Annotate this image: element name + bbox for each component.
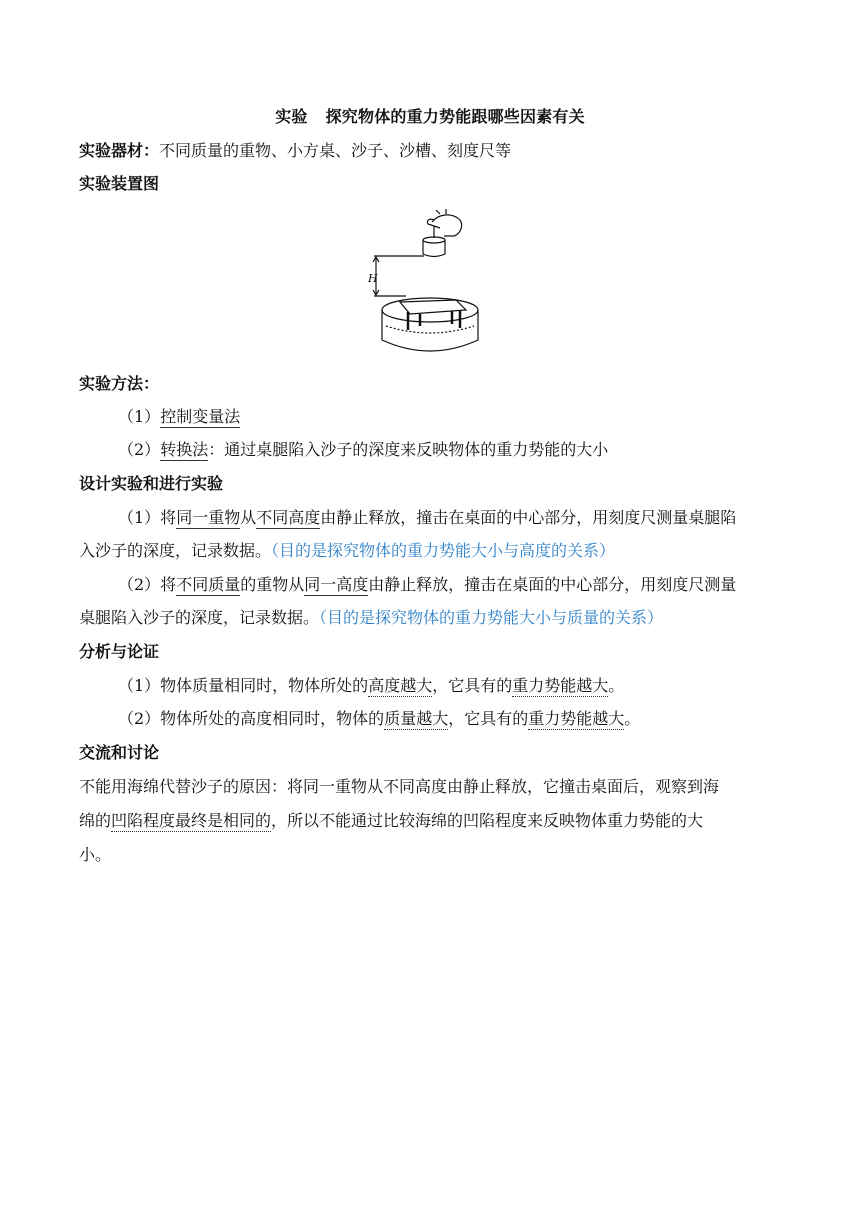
method-item-2-term: 转换法	[160, 440, 209, 459]
title-part2: 探究物体的重力势能跟哪些因素有关	[325, 107, 585, 126]
discussion-line-2-b: ，所以不能通过比较海绵的凹陷程度来反映物体重力势能的大	[271, 811, 704, 830]
materials-label: 实验器材：	[79, 141, 160, 160]
analysis-conclusion-1	[118, 674, 624, 698]
design-p1-line2	[79, 539, 615, 563]
discussion-heading: 交流和讨论	[79, 743, 160, 762]
design-p2-c: 由静止释放，撞击在桌面的中心部分，用刻度尺测量	[368, 575, 737, 594]
materials-line	[79, 139, 511, 163]
analysis-heading: 分析与论证	[79, 642, 160, 661]
method-item-1-prefix: （1）	[118, 407, 161, 426]
design-p1-note: （目的是探究物体的重力势能大小与高度的关系）	[271, 541, 616, 560]
design-p2-note: （目的是探究物体的重力势能大小与质量的关系）	[319, 608, 664, 627]
analysis-c2-b: ，它具有的	[448, 709, 529, 728]
design-p2-b: 的重物从	[240, 575, 305, 594]
method-heading: 实验方法：	[79, 374, 160, 393]
discussion-line-1: 不能用海绵代替沙子的原因：将同一重物从不同高度由静止释放，它撞击桌面后，观察到海	[79, 777, 720, 796]
design-p1-a: （1）将	[118, 508, 177, 527]
analysis-c2-term1: 质量越大	[384, 709, 449, 728]
design-p2-line1	[118, 573, 736, 597]
analysis-conclusion-2	[118, 707, 640, 731]
method-item-1	[118, 405, 240, 429]
hand-shape	[432, 215, 462, 236]
method-item-1-term: 控制变量法	[160, 407, 241, 426]
design-p1-c: 由静止释放，撞击在桌面的中心部分，用刻度尺测量桌腿陷	[320, 508, 737, 527]
design-p1-b: 从	[240, 508, 257, 527]
method-item-2-prefix: （2）	[118, 440, 161, 459]
discussion-line-2-a: 绵的	[79, 811, 112, 830]
design-p1-term2: 不同高度	[256, 508, 321, 527]
design-p2-a: （2）将	[118, 575, 177, 594]
design-p2-term2: 同一高度	[304, 575, 369, 594]
height-label: H	[368, 272, 378, 285]
method-item-2	[118, 438, 608, 462]
discussion-line-2-term: 凹陷程度最终是相同的	[111, 811, 272, 830]
analysis-c2-term2: 重力势能越大	[528, 709, 625, 728]
analysis-c1-a: （1）物体质量相同时，物体所处的	[118, 676, 369, 695]
analysis-c1-b: ，它具有的	[432, 676, 513, 695]
discussion-line-3: 小。	[79, 845, 112, 864]
apparatus-diagram	[360, 206, 500, 362]
design-heading: 设计实验和进行实验	[79, 474, 224, 493]
design-p1-line2-text: 入沙子的深度，记录数据。	[79, 541, 272, 560]
method-item-2-text: ：通过桌腿陷入沙子的深度来反映物体的重力势能的大小	[208, 440, 609, 459]
design-p1-line1	[118, 506, 736, 530]
analysis-c1-c: 。	[608, 676, 625, 695]
title-part1: 实验	[275, 107, 308, 126]
page-title	[0, 104, 860, 127]
discussion-line-2	[79, 809, 703, 833]
analysis-c2-c: 。	[624, 709, 641, 728]
materials-text: 不同质量的重物、小方桌、沙子、沙槽、刻度尺等	[159, 141, 512, 160]
analysis-c1-term2: 重力势能越大	[512, 676, 609, 695]
design-p2-term1: 不同质量	[176, 575, 241, 594]
apparatus-heading: 实验装置图	[79, 174, 160, 193]
apparatus-figure	[360, 206, 500, 362]
analysis-c1-term1: 高度越大	[368, 676, 433, 695]
design-p2-line2	[79, 606, 663, 630]
analysis-c2-a: （2）物体所处的高度相同时，物体的	[118, 709, 385, 728]
design-p2-line2-text: 桌腿陷入沙子的深度，记录数据。	[79, 608, 320, 627]
design-p1-term1: 同一重物	[176, 508, 241, 527]
